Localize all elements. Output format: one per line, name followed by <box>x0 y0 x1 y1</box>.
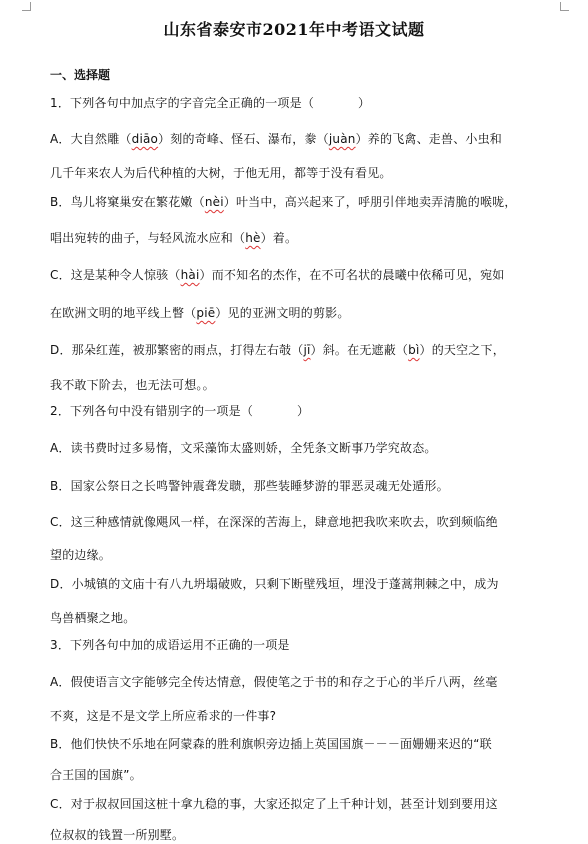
q2-option-c-line2: 望的边缘。 <box>50 548 112 562</box>
q2-option-c-line1: C．这三种感情就像飓风一样，在深深的苦海上，肆意地把我吹来吹去，吹到频临绝 <box>50 515 498 529</box>
text: D．那朵红莲，被那繁密的雨点，打得左右攲（ <box>50 343 304 357</box>
question-1-stem-text: 1．下列各句中加点字的字音完全正确的一项是（ <box>50 96 315 110</box>
text: C．这是某种令人惊骇（ <box>50 268 181 282</box>
text: ）的天空之下， <box>419 343 505 357</box>
q2-option-b: B．国家公祭日之长鸣警钟震聋发聩，那些装睡梦游的罪恶灵魂无处遁形。 <box>50 479 449 493</box>
text: B．鸟儿将窠巢安在繁花嫩（ <box>50 195 205 209</box>
document-title: 山东省泰安市2021年中考语文试题 <box>163 20 425 39</box>
q3-option-b-line1: B．他们快快不乐地在阿蒙森的胜利旗帜旁边插上英国国旗－－－面姗姗来迟的“联 <box>50 737 492 751</box>
q2-option-d-line1: D．小城镇的文庙十有八九坍塌破败，只剩下断壁残垣，埋没于蓬蒿荆棘之中，成为 <box>50 577 499 591</box>
pinyin-annotation: nèi <box>204 195 224 209</box>
q2-option-d-line2: 鸟兽栖聚之地。 <box>50 611 136 625</box>
text: ）见的亚洲文明的剪影。 <box>215 306 350 320</box>
q3-option-a-line1: A．假使语言文字能够完全传达情意，假使笔之于书的和存之于心的半斤八两，丝毫 <box>50 675 498 689</box>
question-2-stem <box>50 402 309 419</box>
q3-option-c-line1: C．对于叔叔回国这桩十拿九稳的事，大家还拟定了上千种计划，甚至计划到要用这 <box>50 797 498 811</box>
page-corner-mark-right <box>560 2 569 11</box>
question-3-stem: 3．下列各句中加的成语运用不正确的一项是 <box>50 638 290 652</box>
text: A．大自然雕（ <box>50 132 132 146</box>
text: ）叶当中，高兴起来了，呼朋引伴地卖弄清脆的喉咙， <box>223 195 517 209</box>
q1-option-b-line1 <box>50 193 517 210</box>
q2-option-a: A．读书费时过多易惰，文采藻饰太盛则娇，全凭条文断事乃学究故态。 <box>50 441 437 455</box>
q1-option-c-line1 <box>50 266 505 283</box>
question-2-stem-close: ） <box>297 404 310 418</box>
text: ）养的飞禽、走兽、小虫和 <box>355 132 502 146</box>
text: 唱出宛转的曲子，与轻风流水应和（ <box>50 231 246 245</box>
pinyin-annotation: juàn <box>328 132 356 146</box>
q3-option-b-line2: 合王国的国旗”。 <box>50 768 142 782</box>
q3-option-c-line2: 位叔叔的钱置一所别墅。 <box>50 828 185 842</box>
question-1-stem <box>50 94 370 111</box>
pinyin-annotation: piē <box>196 306 216 320</box>
question-1-stem-close: ） <box>358 96 371 110</box>
pinyin-annotation: hè <box>245 231 261 245</box>
q1-option-c-line2 <box>50 304 350 321</box>
q1-option-a-line1 <box>50 130 502 147</box>
text: ）而不知名的杰作，在不可名状的晨曦中依稀可见，宛如 <box>199 268 505 282</box>
section-heading: 一、选择题 <box>50 68 111 82</box>
page-corner-mark-left <box>22 2 31 11</box>
text: ）刻的奇峰、怪石、瀑布，豢（ <box>158 132 329 146</box>
q1-option-d-line1 <box>50 341 505 358</box>
q1-option-b-line2 <box>50 229 297 246</box>
text: ）着。 <box>260 231 298 245</box>
q1-option-d-line2: 我不敢下阶去，也无法可想。。 <box>50 378 215 392</box>
q3-option-a-line2: 不爽，这是不是文学上所应希求的一件事? <box>50 709 277 723</box>
question-2-stem-text: 2．下列各句中没有错别字的一项是（ <box>50 404 254 418</box>
text: 在欧洲文明的地平线上瞥（ <box>50 306 197 320</box>
text: ）斜。在无遮蔽（ <box>310 343 409 357</box>
pinyin-annotation: diāo <box>131 132 159 146</box>
pinyin-annotation: jī <box>303 343 311 357</box>
q1-option-a-line2: 几千年来农人为后代种植的大树，于他无用，都等于没有看见。 <box>50 166 392 180</box>
pinyin-annotation: hài <box>180 268 200 282</box>
pinyin-annotation: bì <box>408 343 420 357</box>
